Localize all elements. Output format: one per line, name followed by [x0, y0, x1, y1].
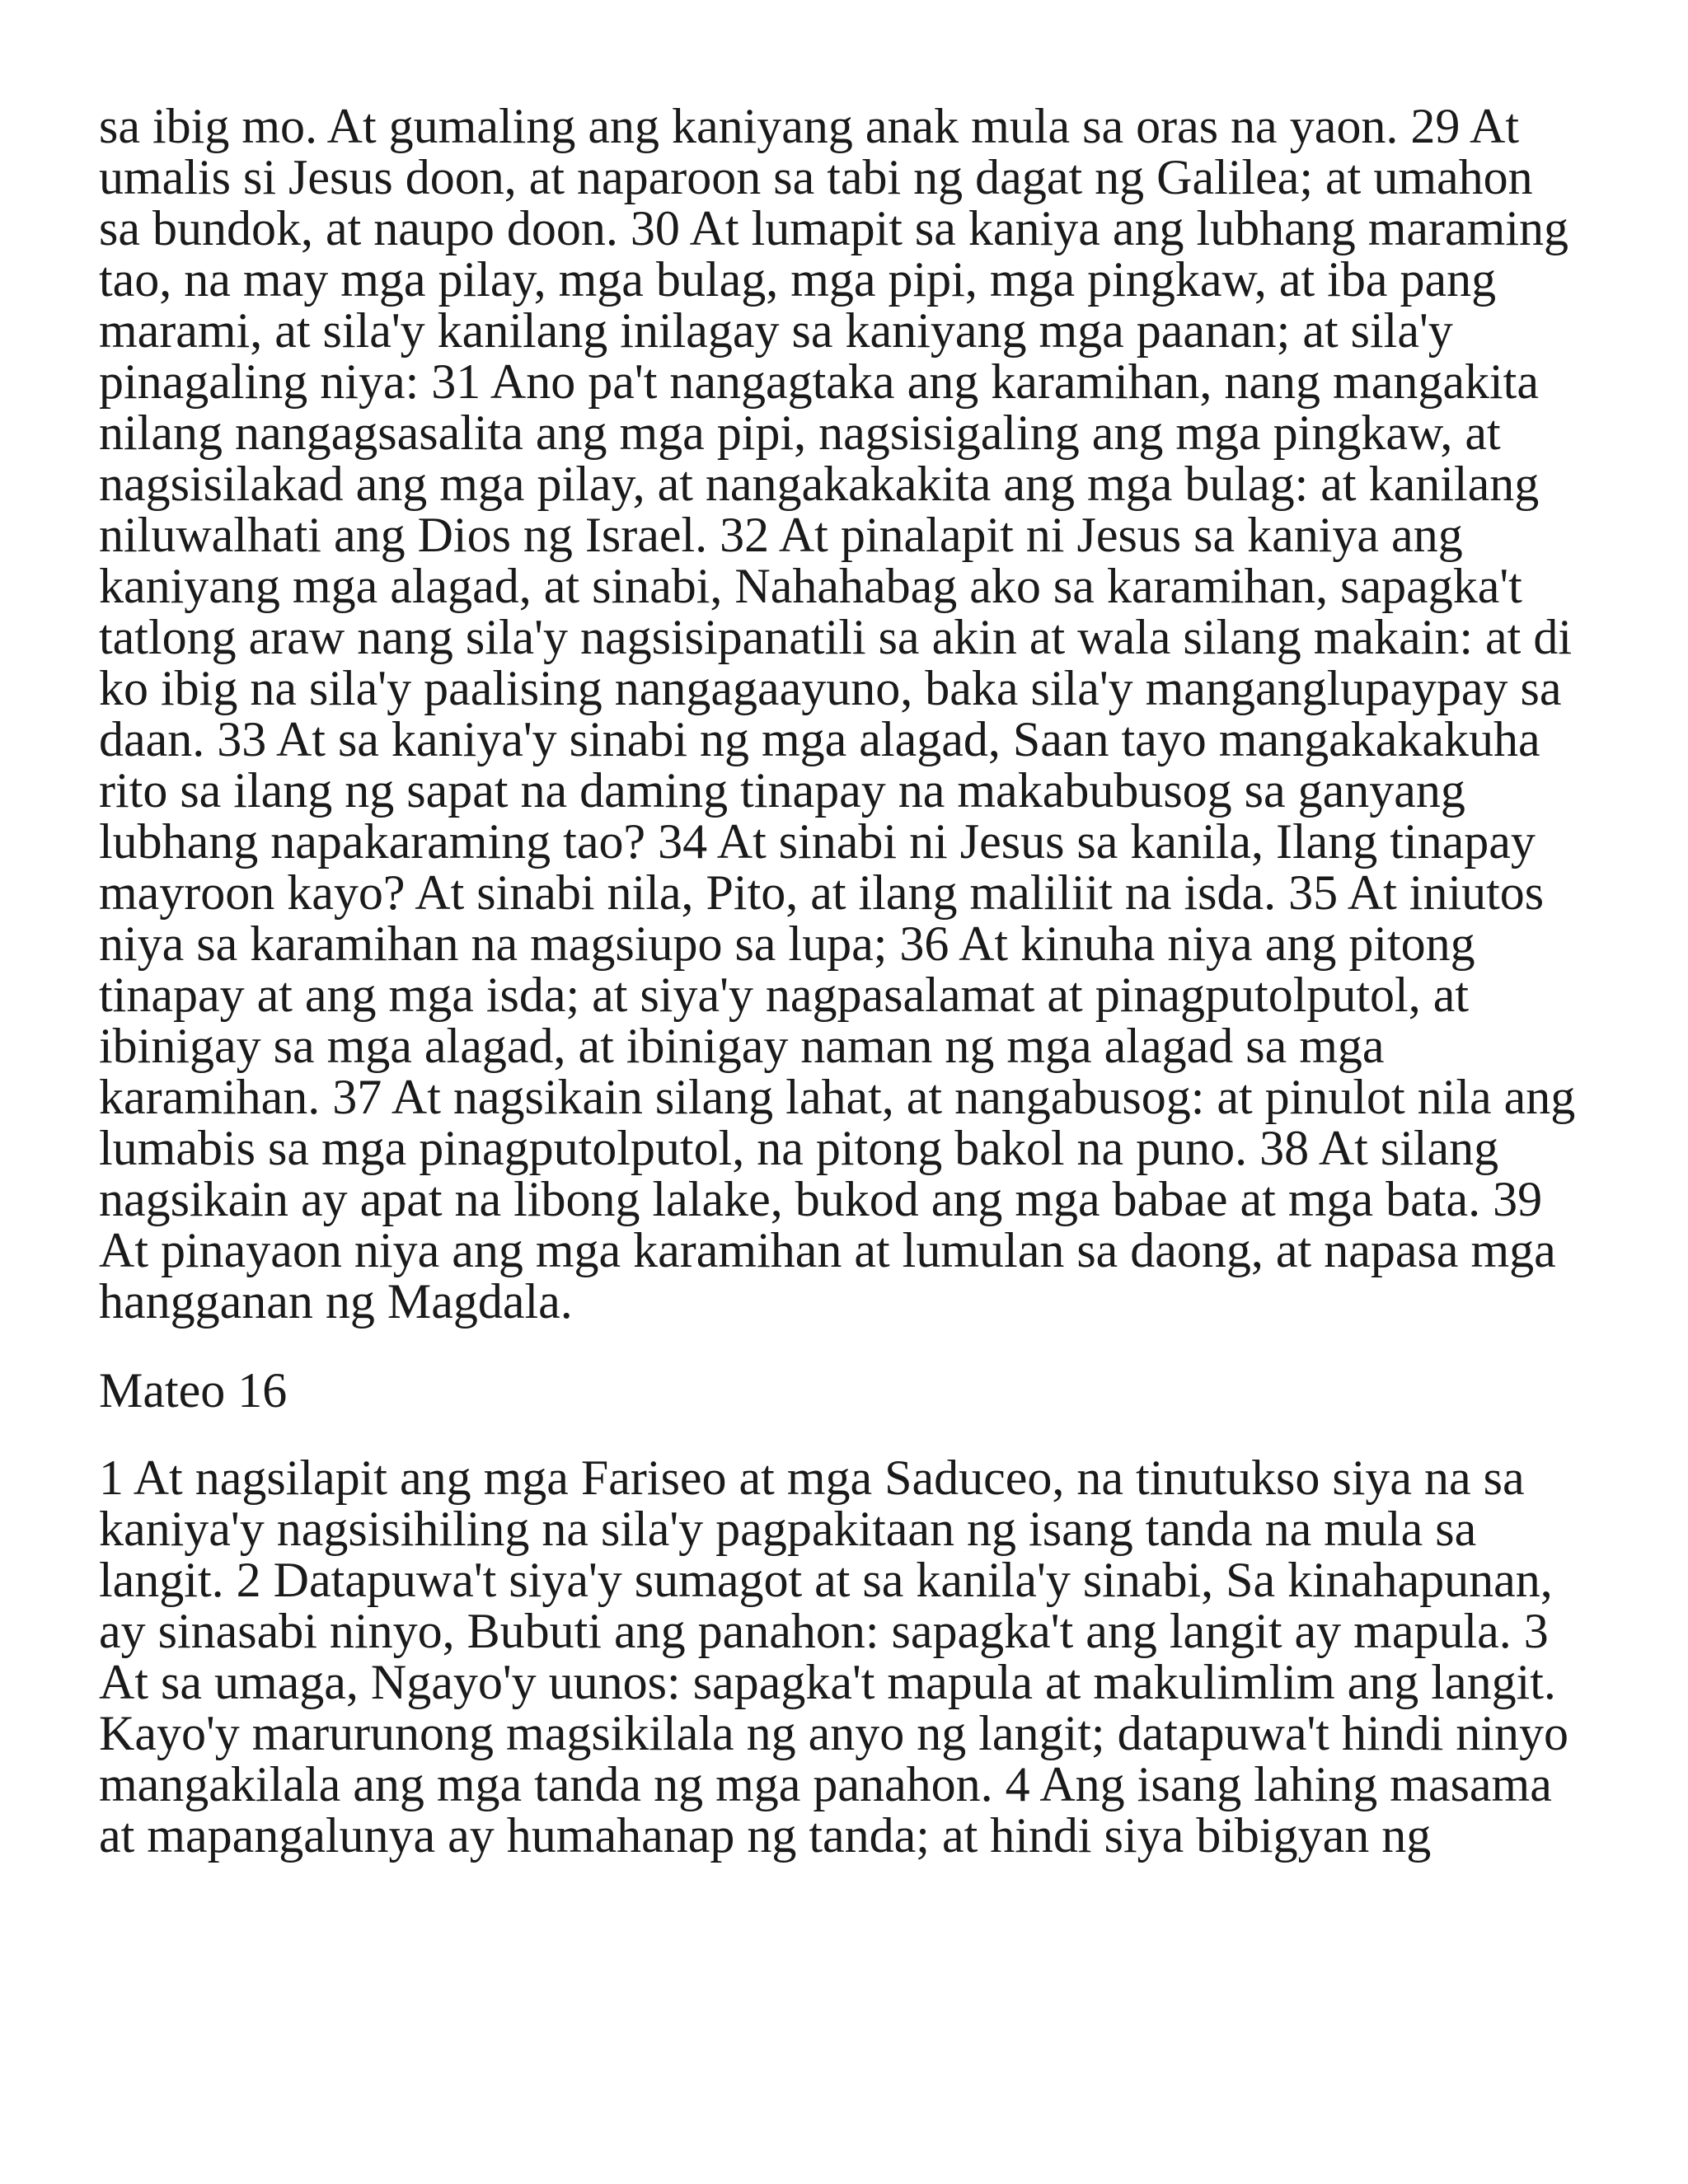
text-line: kaniyang mga alagad, at sinabi, Nahahabag ako sa karamihan, sapagka't — [99, 559, 1522, 613]
text-line: ko ibig na sila'y paalising nangagaayuno, baka sila'y manganglupaypay sa — [99, 661, 1562, 715]
text-line: at mapangalunya ay humahanap ng tanda; at hindi siya bibigyan ng — [99, 1808, 1432, 1863]
text-line: sa bundok, at naupo doon. 30 At lumapit sa kaniya ang lubhang maraming — [99, 201, 1569, 255]
text-line: umalis si Jesus doon, at naparoon sa tabi ng dagat ng Galilea; at umahon — [99, 150, 1533, 204]
text-line: Kayo'y marurunong magsikilala ng anyo ng langit; datapuwa't hindi ninyo — [99, 1706, 1568, 1760]
text-line: At pinayaon niya ang mga karamihan at lumulan sa daong, at napasa mga — [99, 1223, 1556, 1277]
text-line: hangganan ng Magdala. — [99, 1274, 573, 1329]
text-line: pinagaling niya: 31 Ano pa't nangagtaka ang karamihan, nang mangakita — [99, 354, 1539, 409]
text-line: marami, at sila'y kanilang inilagay sa kaniyang mga paanan; at sila'y — [99, 303, 1453, 358]
text-line: At sa umaga, Ngayo'y uunos: sapagka't mapula at makulimlim ang langit. — [99, 1655, 1556, 1709]
text-line: ibinigay sa mga alagad, at ibinigay naman ng mga alagad sa mga — [99, 1019, 1385, 1073]
text-line: langit. 2 Datapuwa't siya'y sumagot at sa kanila'y sinabi, Sa kinahapunan, — [99, 1553, 1553, 1607]
text-line: mangakilala ang mga tanda ng mga panahon. 4 Ang isang lahing masama — [99, 1757, 1552, 1811]
text-line: kaniya'y nagsisihiling na sila'y pagpakitaan ng isang tanda na mula sa — [99, 1502, 1477, 1556]
text-line: rito sa ilang ng sapat na daming tinapay na makabubusog sa ganyang — [99, 763, 1465, 818]
text-line: karamihan. 37 At nagsikain silang lahat, at nangabusog: at pinulot nila ang — [99, 1070, 1576, 1124]
text-line: lubhang napakaraming tao? 34 At sinabi ni Jesus sa kanila, Ilang tinapay — [99, 814, 1536, 869]
text-line: daan. 33 At sa kaniya'y sinabi ng mga alagad, Saan tayo mangakakakuha — [99, 712, 1540, 766]
text-line: tatlong araw nang sila'y nagsisipanatili sa akin at wala silang makain: at di — [99, 610, 1572, 664]
text-line: tao, na may mga pilay, mga bulag, mga pipi, mga pingkaw, at iba pang — [99, 252, 1497, 307]
text-line: nilang nangagsasalita ang mga pipi, nagsisigaling ang mga pingkaw, at — [99, 405, 1501, 460]
text-line: niluwalhati ang Dios ng Israel. 32 At pinalapit ni Jesus sa kaniya ang — [99, 508, 1463, 562]
text-line: nagsisilakad ang mga pilay, at nangakakakita ang mga bulag: at kanilang — [99, 457, 1540, 511]
text-line: tinapay at ang mga isda; at siya'y nagpasalamat at pinagputolputol, at — [99, 968, 1470, 1022]
text-line: lumabis sa mga pinagputolputol, na pitong bakol na puno. 38 At silang — [99, 1121, 1499, 1175]
text-line: mayroon kayo? At sinabi nila, Pito, at ilang maliliit na isda. 35 At iniutos — [99, 865, 1545, 920]
text-line: ay sinasabi ninyo, Bubuti ang panahon: sapagka't ang langit ay mapula. 3 — [99, 1604, 1549, 1658]
text-line: sa ibig mo. At gumaling ang kaniyang anak mula sa oras na yaon. 29 At — [99, 99, 1520, 153]
text-line: nagsikain ay apat na libong lalake, bukod ang mga babae at mga bata. 39 — [99, 1172, 1543, 1226]
chapter-heading: Mateo 16 — [99, 1363, 288, 1418]
text-line: 1 At nagsilapit ang mga Fariseo at mga Saduceo, na tinutukso siya na sa — [99, 1451, 1525, 1505]
text-line: niya sa karamihan na magsiupo sa lupa; 36 At kinuha niya ang pitong — [99, 916, 1475, 971]
